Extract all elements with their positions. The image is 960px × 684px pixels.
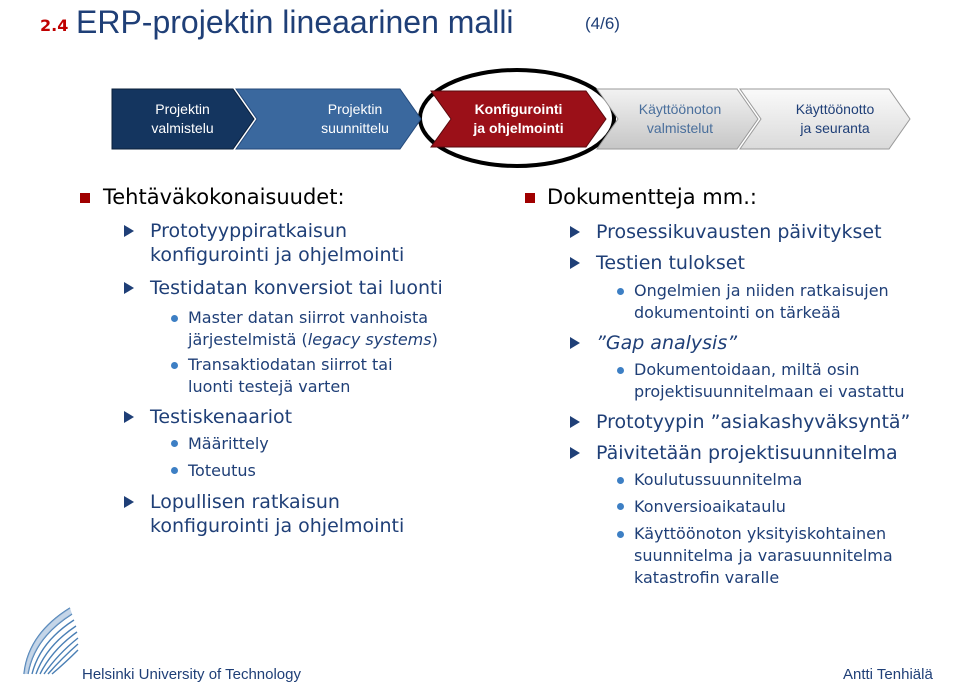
dot-bullet-icon [171, 467, 178, 474]
right-item-4: Prototyypin ”asiakashyväksyntä” [596, 411, 911, 433]
right-item-2: Testien tulokset [596, 252, 745, 274]
slide-subtitle: (4/6) [585, 14, 620, 33]
right-item-3: ”Gap analysis” [596, 332, 738, 354]
dot-bullet-icon [617, 288, 624, 295]
phase-label-4: Käyttöönoton valmistelut [638, 101, 722, 136]
phase-label-5: Käyttöönotto ja seuranta [795, 101, 875, 136]
dot-bullet-icon [617, 503, 624, 510]
left-item-3: Testiskenaariot [150, 406, 293, 428]
triangle-bullet-icon [570, 416, 580, 428]
left-item-2-sub-1: Master datan siirrot vanhoista järjestelmistä (legacy systems) [188, 308, 438, 349]
phase-label-2: Projektin suunnittelu [321, 101, 389, 136]
right-item-1: Prosessikuvausten päivitykset [596, 221, 882, 243]
dot-bullet-icon [617, 477, 624, 484]
dot-bullet-icon [171, 440, 178, 447]
slide-title: ERP-projektin lineaarinen malli [76, 4, 514, 40]
triangle-bullet-icon [124, 225, 134, 237]
dot-bullet-icon [617, 531, 624, 538]
left-item-3-sub-2: Toteutus [188, 461, 256, 480]
triangle-bullet-icon [124, 496, 134, 508]
triangle-bullet-icon [570, 226, 580, 238]
square-bullet-icon [80, 193, 90, 203]
footer-author: Antti Tenhiälä [843, 666, 933, 683]
left-item-4: Lopullisen ratkaisun konfigurointi ja ohjelmointi [150, 491, 405, 537]
phase-label-3: Konfigurointi ja ohjelmointi [473, 101, 564, 136]
square-bullet-icon [525, 193, 535, 203]
right-item-2-sub-1: Ongelmien ja niiden ratkaisujen dokumentointi on tärkeää [634, 281, 889, 322]
university-logo-icon [20, 604, 80, 676]
right-item-5-sub-1: Koulutussuunnitelma [634, 470, 803, 489]
left-item-2-sub-2: Transaktiodatan siirrot tai luonti testejä varten [188, 355, 393, 396]
triangle-bullet-icon [124, 282, 134, 294]
right-heading: Dokumentteja mm.: [547, 185, 757, 209]
right-item-5-sub-2: Konversioaikataulu [634, 497, 786, 516]
triangle-bullet-icon [570, 257, 580, 269]
left-item-1: Prototyyppiratkaisun konfigurointi ja ohjelmointi [150, 220, 405, 266]
left-item-2: Testidatan konversiot tai luonti [150, 277, 443, 299]
triangle-bullet-icon [570, 447, 580, 459]
right-item-5: Päivitetään projektisuunnitelma [596, 442, 898, 464]
dot-bullet-icon [171, 315, 178, 322]
footer-institution: Helsinki University of Technology [82, 666, 301, 683]
slide-number: 2.4 [40, 16, 69, 35]
right-item-5-sub-3: Käyttöönoton yksityiskohtainen suunnitelma ja varasuunnitelma katastrofin varalle [634, 524, 893, 587]
triangle-bullet-icon [570, 337, 580, 349]
left-heading: Tehtäväkokonaisuudet: [103, 185, 345, 209]
left-item-3-sub-1: Määrittely [188, 434, 269, 453]
dot-bullet-icon [617, 367, 624, 374]
right-item-3-sub-1: Dokumentoidaan, miltä osin projektisuunnitelmaan ei vastattu [634, 360, 905, 401]
triangle-bullet-icon [124, 411, 134, 423]
phase-label-1: Projektin valmistelu [151, 101, 214, 136]
dot-bullet-icon [171, 362, 178, 369]
